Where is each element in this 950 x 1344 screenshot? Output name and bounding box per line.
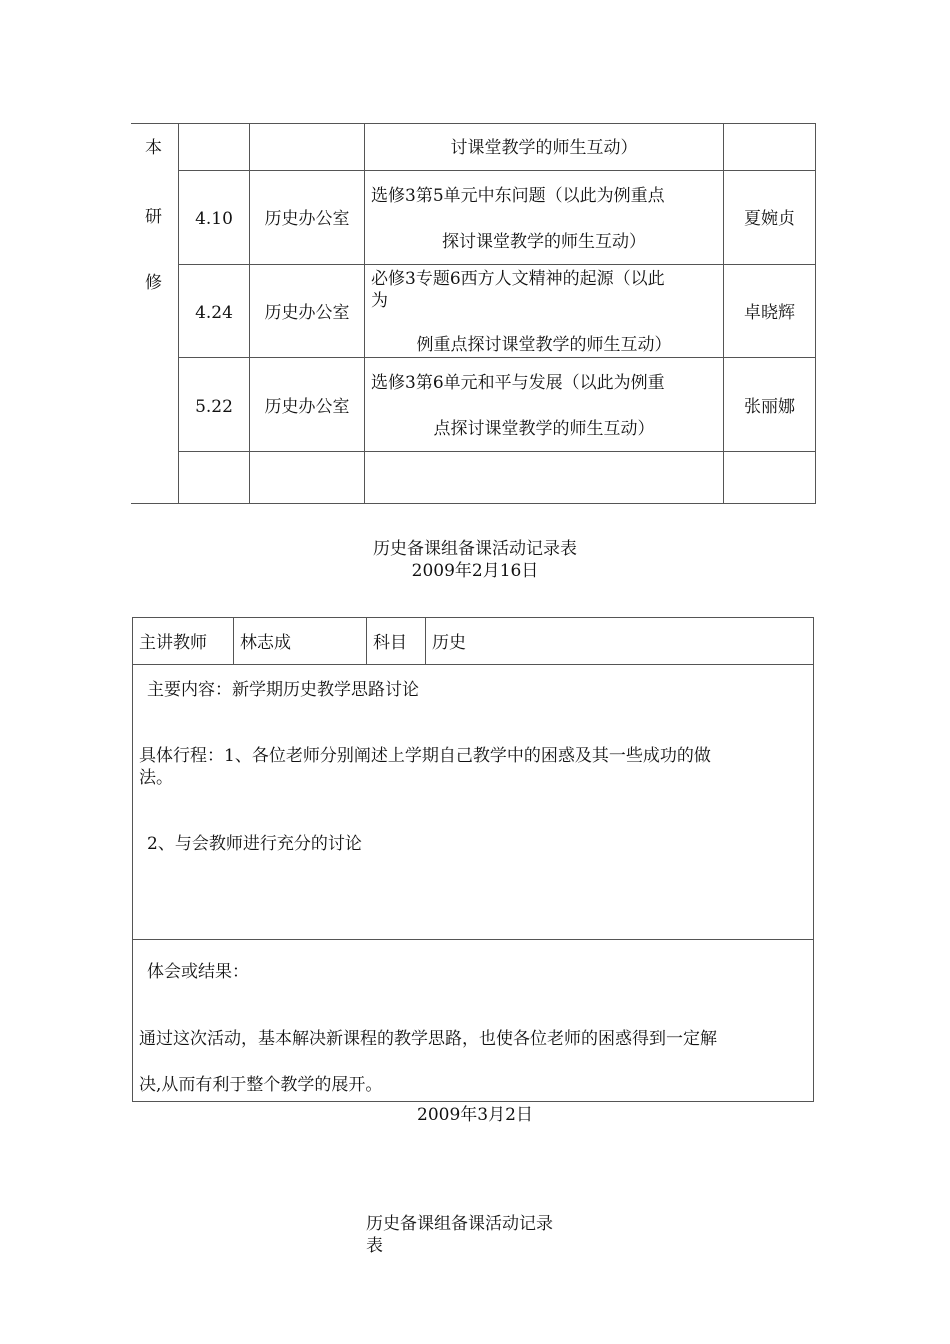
- teacher-cell: 张丽娜: [744, 397, 795, 417]
- record-title: 历史备课组备课活动记录: [366, 1214, 553, 1234]
- main-content: 主要内容：新学期历史教学思路讨论: [147, 680, 419, 700]
- process-line: 法。: [139, 768, 173, 788]
- date-cell: 4.10: [195, 209, 233, 229]
- teacher-cell: 夏婉贞: [744, 209, 795, 229]
- place-cell: 历史办公室: [264, 303, 350, 323]
- content-line: 必修3专题6西方人文精神的起源（以此: [371, 269, 665, 289]
- first-col-char: 本: [145, 138, 162, 158]
- content-line: 为: [371, 291, 388, 311]
- process-line: 具体行程：1、各位老师分别阐述上学期自己教学中的困惑及其一些成功的做: [139, 746, 711, 766]
- record-date: 2009年3月2日: [417, 1105, 533, 1125]
- record-title: 表: [366, 1236, 383, 1256]
- first-col-char: 修: [145, 273, 162, 293]
- content-line: 点探讨课堂教学的师生互动）: [433, 419, 655, 439]
- result-label: 体会或结果：: [147, 962, 249, 982]
- date-cell: 5.22: [195, 397, 233, 417]
- content-line: 例重点探讨课堂教学的师生互动）: [416, 335, 672, 355]
- content-line: 选修3第5单元中东问题（以此为例重点: [371, 186, 665, 206]
- record-title: 历史备课组备课活动记录表: [373, 539, 577, 559]
- content-line: 讨课堂教学的师生互动）: [450, 138, 638, 158]
- place-cell: 历史办公室: [264, 397, 350, 417]
- date-cell: 4.24: [195, 303, 233, 323]
- lecturer-name: 林志成: [240, 633, 291, 653]
- result-line: 决,从而有利于整个教学的展开。: [139, 1075, 383, 1095]
- content-line: 探讨课堂教学的师生互动）: [442, 232, 646, 252]
- lecturer-label: 主讲教师: [139, 633, 207, 653]
- subject-label: 科目: [373, 633, 407, 653]
- first-col-char: 研: [145, 207, 162, 227]
- content-line: 选修3第6单元和平与发展（以此为例重: [371, 373, 665, 393]
- record-date: 2009年2月16日: [411, 561, 539, 581]
- teacher-cell: 卓晓辉: [744, 303, 795, 323]
- result-line: 通过这次活动，基本解决新课程的教学思路，也使各位老师的困惑得到一定解: [139, 1029, 717, 1049]
- subject-value: 历史: [432, 633, 466, 653]
- place-cell: 历史办公室: [264, 209, 350, 229]
- process-line: 2、与会教师进行充分的讨论: [147, 834, 362, 854]
